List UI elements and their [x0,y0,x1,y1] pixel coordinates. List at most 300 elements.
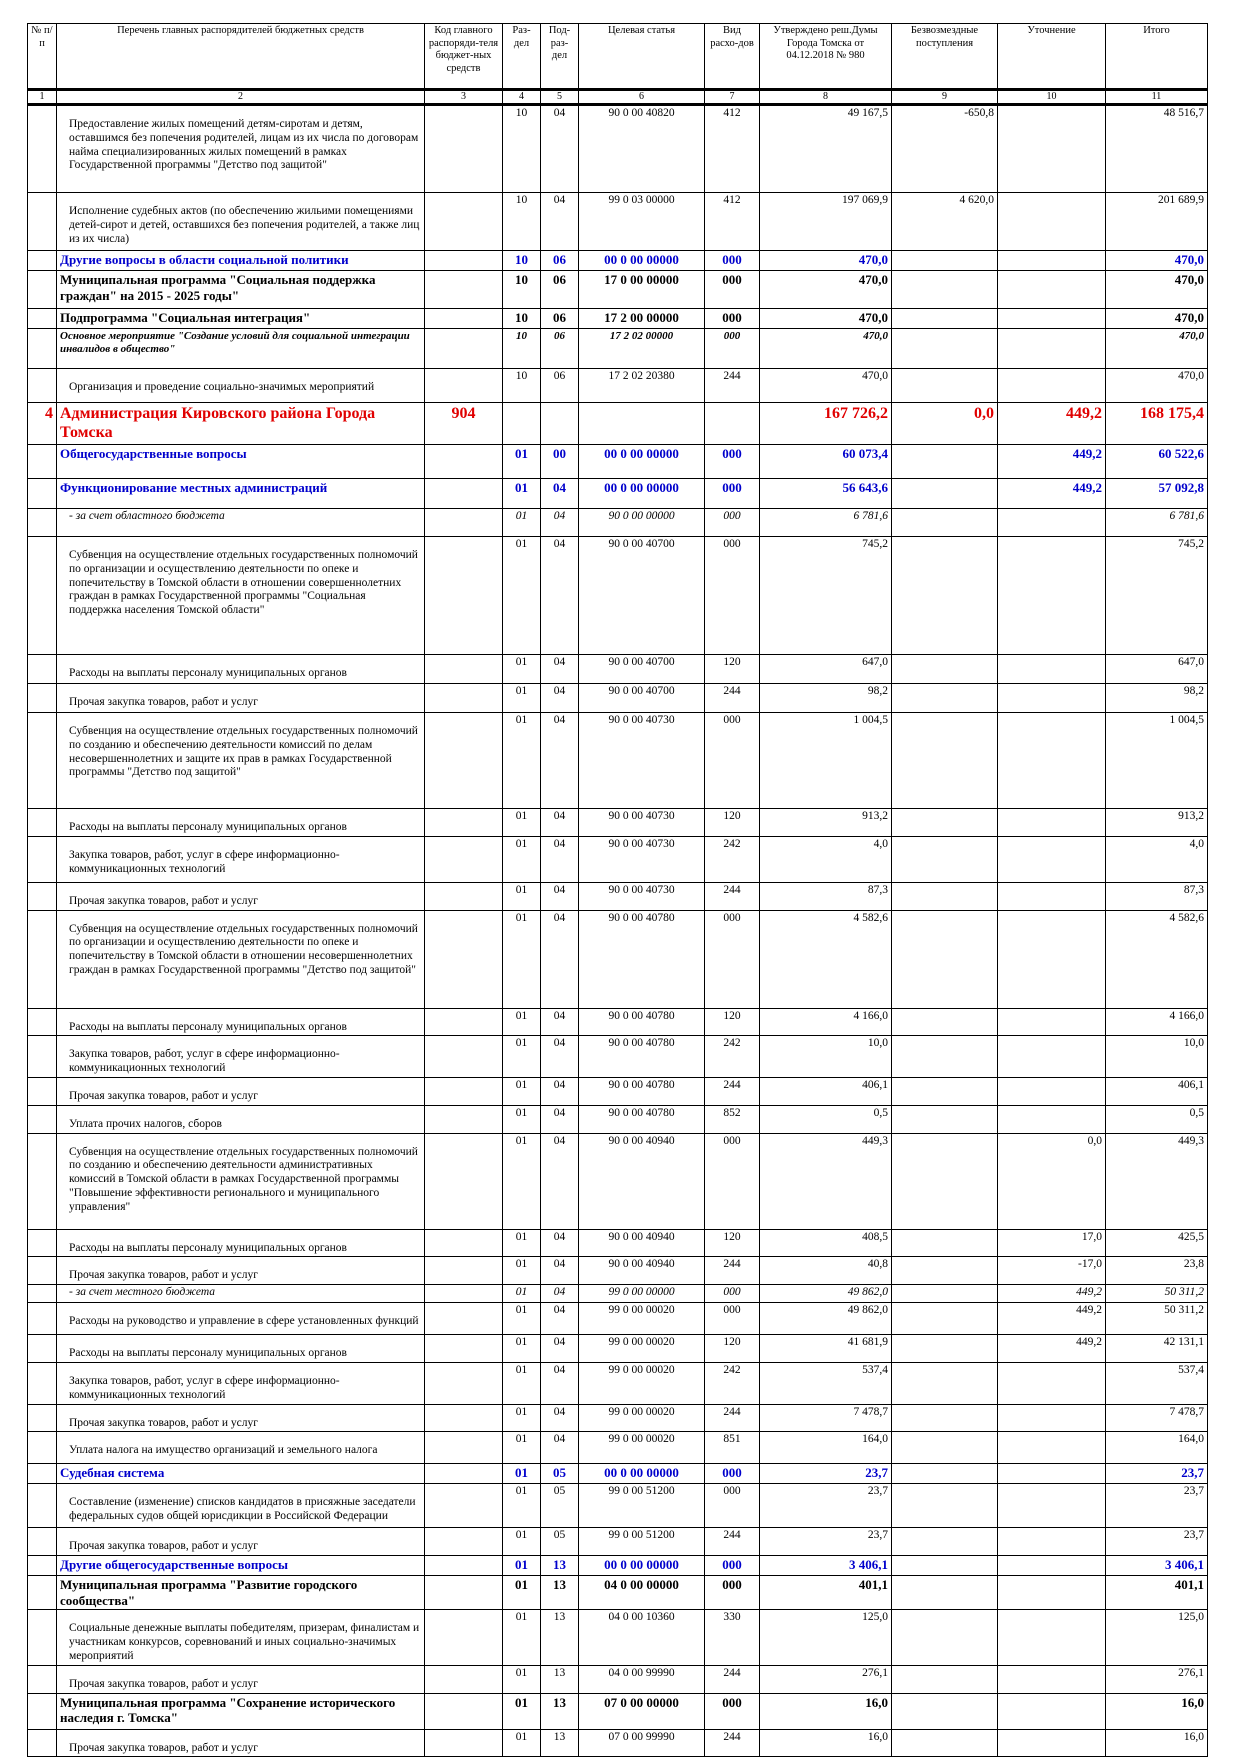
cell-podrazdel: 06 [541,251,579,271]
cell-cs: 90 0 00 40780 [579,1105,705,1133]
table-row [28,1665,1208,1693]
cell-vid: 000 [705,1576,760,1610]
cell-n [28,1556,57,1576]
cell-n [28,1665,57,1693]
cell-cs: 17 2 02 20380 [579,369,705,403]
cell-itogo: 16,0 [1106,1729,1208,1757]
cell-bezv [892,1257,998,1285]
cell-cs: 04 0 00 99990 [579,1665,705,1693]
cell-approved: 408,5 [760,1229,892,1257]
table-row [28,1105,1208,1133]
cell-bezv [892,1036,998,1078]
cell-bezv [892,1133,998,1229]
cell-razdel: 10 [503,251,541,271]
cell-cs: 00 0 00 00000 [579,1464,705,1484]
cell-itogo: 406,1 [1106,1077,1208,1105]
cell-podrazdel: 05 [541,1464,579,1484]
cell-bezv: 0,0 [892,403,998,445]
cell-podrazdel: 04 [541,1404,579,1432]
cell-utoch [998,1693,1106,1729]
cell-name: Составление (изменение) списков кандидатов в присяжные заседатели федеральных судов общей юрисдикции в Российской Федерации [57,1484,425,1528]
cell-approved: 49 862,0 [760,1285,892,1303]
cell-vid: 120 [705,1008,760,1036]
cell-razdel: 10 [503,329,541,369]
cell-n [28,1576,57,1610]
cell-n [28,1077,57,1105]
cell-code [425,445,503,479]
cell-itogo: 0,5 [1106,1105,1208,1133]
cell-name: Общегосударственные вопросы [57,445,425,479]
cell-bezv [892,1362,998,1404]
cell-vid: 242 [705,836,760,882]
cell-approved: 167 726,2 [760,403,892,445]
cell-cs: 17 2 02 00000 [579,329,705,369]
cell-cs: 99 0 00 00000 [579,1285,705,1303]
cell-itogo: 87,3 [1106,882,1208,910]
cell-utoch [998,1556,1106,1576]
cell-cs: 90 0 00 40730 [579,809,705,837]
cell-n [28,1133,57,1229]
cell-razdel: 01 [503,1576,541,1610]
cell-bezv [892,251,998,271]
cell-name: Уплата прочих налогов, сборов [57,1105,425,1133]
cell-cs: 90 0 00 40940 [579,1229,705,1257]
table-row [28,537,1208,655]
cell-vid: 852 [705,1105,760,1133]
cell-cs [579,403,705,445]
cell-razdel: 01 [503,1008,541,1036]
table-row [28,1008,1208,1036]
cell-bezv [892,655,998,684]
cell-code [425,1432,503,1464]
cell-vid: 851 [705,1432,760,1464]
cell-razdel: 01 [503,1105,541,1133]
cell-n [28,809,57,837]
cell-name: Субвенция на осуществление отдельных государственных полномочий по созданию и обеспечению деятельности административных комиссий в Томской области в рамках Государственной программы "Повышение эффективности регионального и муниципального управления" [57,1133,425,1229]
cell-bezv [892,1335,998,1363]
cell-razdel: 01 [503,1484,541,1528]
column-number-1: 1 [28,90,57,105]
table-row [28,509,1208,537]
cell-utoch [998,713,1106,809]
cell-vid: 244 [705,1528,760,1556]
cell-podrazdel: 13 [541,1610,579,1665]
cell-n [28,1693,57,1729]
cell-code [425,910,503,1008]
cell-code [425,1484,503,1528]
column-header-3: Код главного распоряди-теля бюджет-ных средств [425,24,503,90]
cell-approved: 164,0 [760,1432,892,1464]
cell-utoch [998,1610,1106,1665]
cell-cs: 90 0 00 40700 [579,537,705,655]
cell-code [425,1556,503,1576]
cell-bezv [892,910,998,1008]
column-header-11: Итого [1106,24,1208,90]
table-row [28,1133,1208,1229]
cell-vid: 120 [705,655,760,684]
cell-bezv [892,1610,998,1665]
table-row [28,836,1208,882]
cell-razdel: 01 [503,1133,541,1229]
cell-cs: 99 0 00 51200 [579,1528,705,1556]
cell-bezv [892,509,998,537]
column-number-5: 5 [541,90,579,105]
cell-podrazdel: 04 [541,809,579,837]
cell-code [425,271,503,309]
cell-utoch [998,105,1106,193]
cell-cs: 90 0 00 40700 [579,684,705,713]
cell-cs: 00 0 00 00000 [579,1556,705,1576]
cell-n [28,479,57,509]
cell-cs: 90 0 00 40700 [579,655,705,684]
cell-bezv [892,445,998,479]
cell-code [425,1693,503,1729]
cell-vid: 000 [705,1556,760,1576]
cell-name: Организация и проведение социально-значимых мероприятий [57,369,425,403]
cell-cs: 99 0 00 00020 [579,1303,705,1335]
cell-code [425,1528,503,1556]
column-header-4: Раз-дел [503,24,541,90]
cell-podrazdel: 06 [541,309,579,329]
cell-podrazdel: 13 [541,1576,579,1610]
cell-code [425,836,503,882]
table-row [28,251,1208,271]
cell-name: Расходы на выплаты персоналу муниципальных органов [57,1229,425,1257]
cell-vid: 000 [705,479,760,509]
cell-name: Прочая закупка товаров, работ и услуг [57,1404,425,1432]
cell-vid: 412 [705,193,760,251]
cell-name: Прочая закупка товаров, работ и услуг [57,1077,425,1105]
cell-name: Администрация Кировского района Города Томска [57,403,425,445]
cell-approved: 7 478,7 [760,1404,892,1432]
cell-n [28,329,57,369]
cell-cs: 90 0 00 00000 [579,509,705,537]
cell-vid: 242 [705,1036,760,1078]
cell-code [425,1133,503,1229]
cell-razdel: 01 [503,1077,541,1105]
cell-approved: 41 681,9 [760,1335,892,1363]
cell-podrazdel: 13 [541,1729,579,1757]
cell-n [28,271,57,309]
cell-itogo: 470,0 [1106,329,1208,369]
cell-podrazdel: 04 [541,1285,579,1303]
cell-itogo: 50 311,2 [1106,1285,1208,1303]
cell-bezv [892,1077,998,1105]
cell-podrazdel: 04 [541,1077,579,1105]
cell-razdel: 01 [503,1335,541,1363]
cell-utoch: 17,0 [998,1229,1106,1257]
cell-code: 904 [425,403,503,445]
cell-utoch: 449,2 [998,403,1106,445]
cell-utoch: 449,2 [998,1285,1106,1303]
cell-cs: 90 0 00 40940 [579,1133,705,1229]
cell-itogo: 23,7 [1106,1464,1208,1484]
cell-itogo: 16,0 [1106,1693,1208,1729]
cell-bezv: 4 620,0 [892,193,998,251]
cell-bezv [892,882,998,910]
cell-podrazdel: 04 [541,537,579,655]
cell-utoch [998,1404,1106,1432]
cell-code [425,369,503,403]
cell-itogo: 470,0 [1106,271,1208,309]
cell-razdel: 01 [503,910,541,1008]
cell-podrazdel: 04 [541,1133,579,1229]
cell-razdel: 01 [503,836,541,882]
cell-itogo: 23,7 [1106,1528,1208,1556]
table-row [28,1693,1208,1729]
cell-podrazdel: 13 [541,1693,579,1729]
cell-podrazdel: 04 [541,713,579,809]
cell-name: Функционирование местных администраций [57,479,425,509]
cell-cs: 99 0 03 00000 [579,193,705,251]
cell-code [425,105,503,193]
cell-itogo: 470,0 [1106,251,1208,271]
cell-bezv [892,1484,998,1528]
cell-utoch [998,1036,1106,1078]
cell-approved: 6 781,6 [760,509,892,537]
table-row [28,369,1208,403]
table-row [28,479,1208,509]
cell-name: Подпрограмма "Социальная интеграция" [57,309,425,329]
cell-name: Прочая закупка товаров, работ и услуг [57,882,425,910]
cell-vid: 000 [705,329,760,369]
cell-podrazdel: 04 [541,1008,579,1036]
cell-name: Расходы на выплаты персоналу муниципальных органов [57,1335,425,1363]
table-row [28,1036,1208,1078]
table-row [28,1556,1208,1576]
cell-utoch [998,1105,1106,1133]
column-header-6: Целевая статья [579,24,705,90]
cell-n [28,193,57,251]
cell-name: Расходы на руководство и управление в сфере установленных функций [57,1303,425,1335]
cell-name: Муниципальная программа "Развитие городского сообщества" [57,1576,425,1610]
column-header-8: Утверждено реш.Думы Города Томска от 04.12.2018 № 980 [760,24,892,90]
cell-bezv [892,1229,998,1257]
cell-code [425,329,503,369]
table-row [28,193,1208,251]
cell-utoch [998,1008,1106,1036]
cell-n [28,882,57,910]
cell-n [28,537,57,655]
column-number-row [28,90,1208,105]
cell-approved: 449,3 [760,1133,892,1229]
cell-podrazdel: 04 [541,1335,579,1363]
cell-razdel: 01 [503,713,541,809]
cell-name: Другие вопросы в области социальной политики [57,251,425,271]
cell-podrazdel: 04 [541,1303,579,1335]
cell-itogo: 23,7 [1106,1484,1208,1528]
cell-vid: 244 [705,1665,760,1693]
cell-n [28,369,57,403]
cell-itogo: 276,1 [1106,1665,1208,1693]
cell-approved: 0,5 [760,1105,892,1133]
cell-code [425,882,503,910]
column-number-11: 11 [1106,90,1208,105]
cell-name: Основное мероприятие "Создание условий для социальной интеграции инвалидов в общество" [57,329,425,369]
cell-itogo: 4 582,6 [1106,910,1208,1008]
cell-approved: 913,2 [760,809,892,837]
table-row [28,1362,1208,1404]
cell-razdel: 01 [503,1036,541,1078]
cell-approved: 4 582,6 [760,910,892,1008]
cell-cs: 17 2 00 00000 [579,309,705,329]
cell-itogo: 537,4 [1106,1362,1208,1404]
cell-itogo: 168 175,4 [1106,403,1208,445]
cell-code [425,809,503,837]
table-row [28,1335,1208,1363]
cell-code [425,713,503,809]
column-number-9: 9 [892,90,998,105]
cell-razdel: 01 [503,882,541,910]
cell-name: Расходы на выплаты персоналу муниципальных органов [57,809,425,837]
cell-razdel: 01 [503,809,541,837]
cell-razdel: 01 [503,1556,541,1576]
table-row [28,684,1208,713]
cell-razdel: 01 [503,1464,541,1484]
cell-cs: 90 0 00 40780 [579,910,705,1008]
cell-vid: 120 [705,809,760,837]
cell-bezv [892,1556,998,1576]
cell-approved: 470,0 [760,369,892,403]
cell-code [425,509,503,537]
cell-podrazdel: 04 [541,509,579,537]
cell-razdel: 01 [503,1528,541,1556]
cell-bezv [892,809,998,837]
cell-bezv [892,1693,998,1729]
cell-n [28,1464,57,1484]
cell-approved: 98,2 [760,684,892,713]
cell-code [425,1362,503,1404]
cell-utoch: -17,0 [998,1257,1106,1285]
table-row [28,1576,1208,1610]
cell-code [425,1229,503,1257]
cell-approved: 10,0 [760,1036,892,1078]
cell-cs: 99 0 00 00020 [579,1335,705,1363]
cell-name: Субвенция на осуществление отдельных государственных полномочий по организации и осуществлению деятельности по опеке и попечительству в Томской области в отношении совершеннолетних граждан в рамках Государственной программы "Социальная поддержка населения Томской области" [57,537,425,655]
cell-itogo: 10,0 [1106,1036,1208,1078]
cell-code [425,1303,503,1335]
cell-approved: 40,8 [760,1257,892,1285]
cell-vid: 244 [705,1077,760,1105]
table-row [28,445,1208,479]
cell-razdel: 10 [503,271,541,309]
cell-approved: 3 406,1 [760,1556,892,1576]
cell-approved: 125,0 [760,1610,892,1665]
cell-vid: 000 [705,509,760,537]
cell-n [28,655,57,684]
column-header-7: Вид расхо-дов [705,24,760,90]
cell-razdel: 01 [503,1729,541,1757]
cell-bezv [892,836,998,882]
budget-table [27,23,1208,1757]
cell-n [28,1432,57,1464]
cell-approved: 60 073,4 [760,445,892,479]
cell-cs: 90 0 00 40820 [579,105,705,193]
column-number-10: 10 [998,90,1106,105]
column-header-9: Безвозмездные поступления [892,24,998,90]
cell-vid: 244 [705,1404,760,1432]
cell-itogo: 425,5 [1106,1229,1208,1257]
cell-utoch [998,1576,1106,1610]
cell-vid: 120 [705,1229,760,1257]
cell-podrazdel: 04 [541,655,579,684]
cell-code [425,537,503,655]
column-header-5: Под-раз-дел [541,24,579,90]
column-number-4: 4 [503,90,541,105]
table-row [28,1729,1208,1757]
cell-cs: 99 0 00 51200 [579,1484,705,1528]
cell-name: Другие общегосударственные вопросы [57,1556,425,1576]
cell-podrazdel: 05 [541,1528,579,1556]
cell-podrazdel: 06 [541,271,579,309]
cell-code [425,1257,503,1285]
cell-utoch [998,1464,1106,1484]
cell-approved: 647,0 [760,655,892,684]
cell-vid: 330 [705,1610,760,1665]
cell-bezv [892,1303,998,1335]
cell-itogo: 42 131,1 [1106,1335,1208,1363]
table-row [28,1303,1208,1335]
cell-approved: 470,0 [760,271,892,309]
cell-utoch [998,329,1106,369]
cell-cs: 00 0 00 00000 [579,445,705,479]
cell-bezv [892,713,998,809]
cell-n [28,309,57,329]
cell-podrazdel: 04 [541,1229,579,1257]
cell-bezv [892,329,998,369]
cell-utoch [998,309,1106,329]
cell-name: Предоставление жилых помещений детям-сиротам и детям, оставшимся без попечения родителей, лицам из их числа по договорам найма специализированных жилых помещений в рамках Государственной программы "Детство под защитой" [57,105,425,193]
cell-razdel: 01 [503,1693,541,1729]
cell-approved: 197 069,9 [760,193,892,251]
table-body [28,105,1208,1757]
cell-bezv [892,1576,998,1610]
cell-name: Расходы на выплаты персоналу муниципальных органов [57,1008,425,1036]
cell-name: Исполнение судебных актов (по обеспечению жильими помещениями детей-сирот и детей, оставшихся без попечения родителей, а также лиц из их числа) [57,193,425,251]
cell-razdel: 01 [503,655,541,684]
table-row [28,1484,1208,1528]
table-row [28,1077,1208,1105]
cell-name: Расходы на выплаты персоналу муниципальных органов [57,655,425,684]
cell-bezv [892,1285,998,1303]
column-number-8: 8 [760,90,892,105]
cell-vid: 000 [705,1285,760,1303]
cell-bezv [892,271,998,309]
cell-itogo: 913,2 [1106,809,1208,837]
cell-code [425,251,503,271]
cell-n [28,836,57,882]
cell-razdel: 01 [503,684,541,713]
cell-n [28,1729,57,1757]
table-row [28,403,1208,445]
column-header-10: Уточнение [998,24,1106,90]
cell-podrazdel: 04 [541,1105,579,1133]
cell-n [28,1105,57,1133]
cell-vid: 000 [705,1693,760,1729]
cell-cs: 90 0 00 40730 [579,713,705,809]
cell-approved: 470,0 [760,329,892,369]
cell-approved: 23,7 [760,1528,892,1556]
cell-approved: 49 862,0 [760,1303,892,1335]
cell-cs: 07 0 00 00000 [579,1693,705,1729]
cell-podrazdel: 04 [541,105,579,193]
cell-cs: 90 0 00 40730 [579,882,705,910]
cell-podrazdel: 04 [541,910,579,1008]
cell-code [425,1665,503,1693]
cell-razdel: 10 [503,105,541,193]
cell-code [425,309,503,329]
cell-razdel: 10 [503,193,541,251]
